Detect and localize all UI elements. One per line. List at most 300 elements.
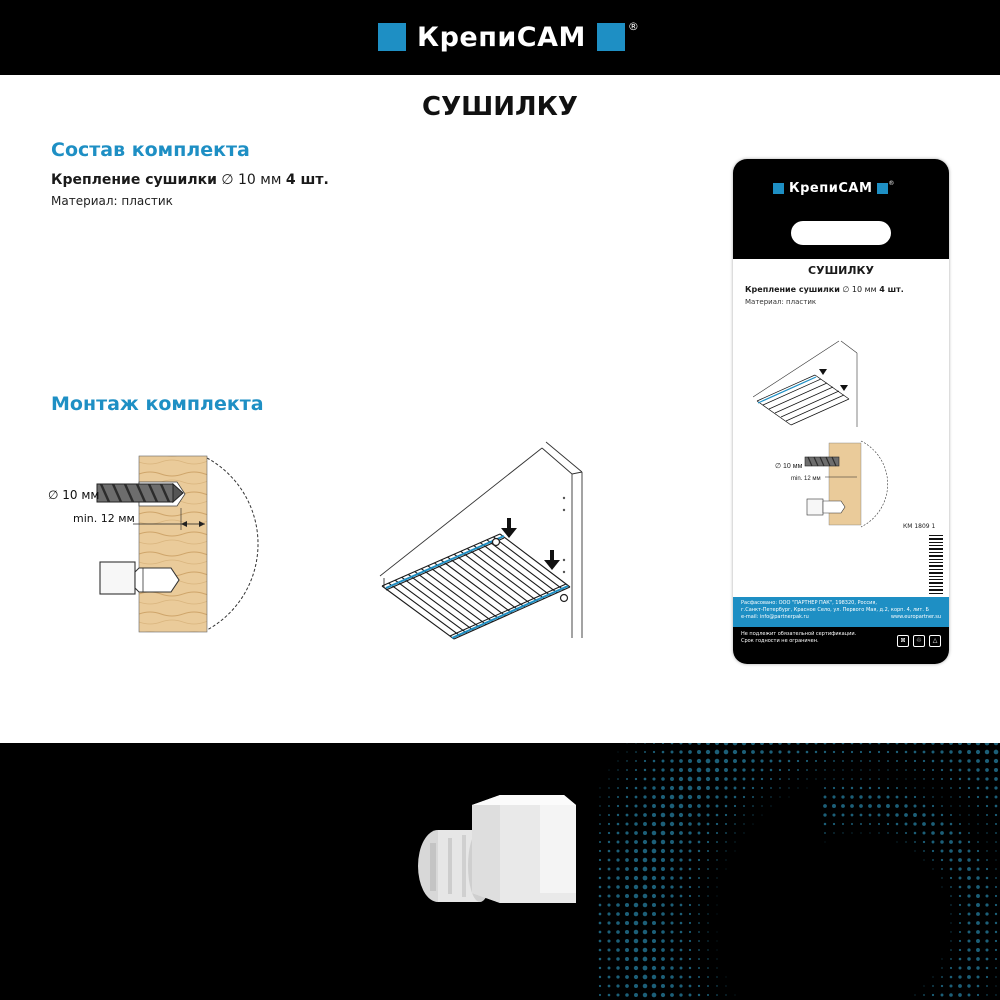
halftone-dot — [608, 985, 611, 988]
halftone-dot — [662, 760, 665, 763]
halftone-dot — [968, 850, 971, 853]
halftone-dot — [715, 750, 720, 755]
halftone-dot — [958, 849, 962, 853]
halftone-dot — [986, 823, 988, 825]
halftone-dot — [913, 813, 917, 817]
halftone-dot — [625, 993, 629, 997]
halftone-dot — [735, 995, 736, 996]
drilling-diagram — [95, 448, 260, 640]
halftone-dot — [994, 777, 998, 781]
halftone-dot — [688, 750, 692, 754]
halftone-dot — [616, 939, 620, 943]
halftone-dot — [842, 760, 844, 762]
halftone-dot — [815, 760, 817, 762]
halftone-dot — [932, 859, 934, 861]
halftone-dot — [698, 976, 700, 978]
halftone-dot — [959, 787, 961, 789]
halftone-dot — [634, 867, 638, 871]
halftone-dot — [715, 786, 719, 790]
halftone-dot — [860, 743, 863, 744]
package-symbols — [897, 635, 941, 647]
drill-diameter-label: ∅ 10 мм — [48, 488, 100, 502]
halftone-dot — [995, 922, 997, 924]
halftone-dot — [995, 823, 997, 825]
halftone-dot — [634, 984, 638, 988]
halftone-dot — [904, 813, 908, 817]
halftone-dot — [760, 750, 764, 754]
halftone-dot — [634, 831, 638, 835]
halftone-dot — [977, 805, 979, 807]
halftone-dot — [643, 993, 647, 997]
halftone-dot — [860, 823, 862, 825]
halftone-dot — [967, 759, 970, 762]
halftone-dot — [616, 975, 619, 978]
halftone-dot — [994, 743, 999, 745]
halftone-dot — [689, 949, 691, 951]
halftone-dot — [599, 949, 602, 952]
halftone-dot — [670, 804, 675, 809]
halftone-dot — [643, 813, 647, 817]
halftone-dot — [770, 769, 773, 772]
halftone-dot — [707, 931, 708, 932]
halftone-dot — [662, 743, 664, 744]
halftone-dot — [661, 876, 665, 880]
halftone-dot — [670, 795, 674, 799]
halftone-dot — [689, 886, 691, 888]
halftone-dot — [923, 850, 925, 852]
halftone-dot — [967, 743, 971, 745]
rack-bar — [467, 548, 538, 601]
halftone-dot — [923, 751, 926, 754]
halftone-dot — [761, 787, 763, 789]
halftone-dot — [707, 877, 709, 879]
halftone-dot — [824, 751, 826, 753]
halftone-dot — [717, 950, 718, 951]
halftone-dot — [715, 743, 719, 745]
logo-square-right — [877, 183, 888, 194]
halftone-dot — [679, 795, 684, 800]
halftone-dot — [608, 859, 611, 862]
halftone-dot — [617, 814, 619, 816]
halftone-dot — [770, 778, 772, 780]
halftone-dot — [679, 858, 682, 861]
registered-mark: ® — [627, 19, 639, 33]
halftone-dot — [599, 850, 601, 852]
halftone-dot — [923, 796, 925, 798]
halftone-dot — [706, 750, 710, 754]
hang-hole — [791, 221, 891, 245]
halftone-dot — [976, 939, 980, 943]
halftone-dot — [661, 804, 665, 808]
down-arrow-icon — [501, 518, 517, 538]
halftone-dot — [670, 867, 674, 871]
halftone-dot — [670, 777, 674, 781]
halftone-dot — [959, 931, 961, 933]
halftone-dot — [608, 778, 609, 779]
halftone-dot — [842, 823, 844, 825]
item-name: Крепление сушилки — [51, 172, 217, 188]
halftone-dot — [706, 777, 710, 781]
halftone-dot — [680, 886, 683, 889]
halftone-dot — [706, 759, 711, 764]
halftone-dot — [860, 787, 863, 790]
halftone-dot — [959, 940, 961, 942]
halftone-dot — [824, 796, 827, 799]
halftone-dot — [600, 788, 601, 789]
halftone-dot — [618, 752, 619, 753]
halftone-dot — [625, 939, 629, 943]
halftone-dot — [652, 858, 657, 863]
halftone-dot — [698, 904, 700, 906]
halftone-dot — [634, 921, 639, 926]
halftone-dot — [968, 922, 971, 925]
halftone-dot — [652, 849, 657, 854]
halftone-dot — [779, 787, 780, 788]
halftone-dot — [832, 795, 835, 798]
halftone-dot — [625, 867, 629, 871]
halftone-dot — [959, 814, 960, 815]
shelf-life-note: Срок годности не ограничен. — [741, 638, 819, 644]
halftone-dot — [924, 860, 925, 861]
halftone-dot — [932, 994, 934, 996]
halftone-dot — [661, 921, 665, 925]
halftone-dot — [607, 939, 610, 942]
halftone-dot — [635, 760, 637, 762]
halftone-dot — [995, 832, 997, 834]
halftone-dot — [833, 823, 835, 825]
halftone-dot — [734, 796, 737, 799]
halftone-dot — [940, 840, 944, 844]
halftone-dot — [679, 822, 683, 826]
halftone-dot — [778, 750, 781, 753]
halftone-dot — [634, 939, 639, 944]
halftone-dot — [616, 858, 619, 861]
halftone-dot — [788, 778, 790, 780]
halftone-dot — [688, 786, 693, 791]
halftone-dot — [616, 966, 619, 969]
halftone-dot — [716, 994, 718, 996]
halftone-dot — [977, 832, 978, 833]
halftone-dot — [635, 743, 636, 744]
halftone-dot — [869, 787, 871, 789]
halftone-dot — [652, 831, 657, 836]
halftone-dot — [625, 948, 629, 952]
halftone-dot — [742, 750, 746, 754]
cabinet-outline — [380, 442, 582, 638]
halftone-dot — [995, 814, 997, 816]
halftone-dot — [634, 840, 638, 844]
halftone-dot — [716, 832, 718, 834]
halftone-dot — [995, 940, 997, 942]
halftone-dot — [941, 859, 943, 861]
halftone-dot — [679, 777, 683, 781]
halftone-dot — [707, 859, 709, 861]
halftone-dot — [959, 922, 961, 924]
halftone-dot — [905, 832, 907, 834]
mount-point — [561, 595, 568, 602]
package-title: СУШИЛКУ — [808, 264, 874, 277]
halftone-dot — [967, 903, 970, 906]
halftone-dot — [851, 743, 854, 744]
halftone-dot — [949, 984, 952, 987]
halftone-dot — [958, 759, 961, 762]
halftone-dot — [842, 751, 844, 753]
halftone-dot — [932, 868, 933, 869]
kit-item — [51, 172, 329, 188]
halftone-dot — [661, 822, 666, 827]
halftone-dot — [977, 859, 980, 862]
halftone-dot — [806, 778, 807, 779]
halftone-dot — [977, 814, 979, 816]
halftone-dot — [607, 921, 610, 924]
halftone-dot — [625, 822, 628, 825]
product-photo-section — [0, 743, 1000, 1000]
halftone-dot — [670, 903, 673, 906]
halftone-dot — [661, 957, 665, 961]
halftone-dot — [977, 850, 979, 852]
halftone-dot — [608, 850, 611, 853]
halftone-dot — [949, 858, 952, 861]
halftone-dot — [752, 805, 754, 807]
halftone-dot — [842, 814, 845, 817]
mounting-heading: Монтаж комплекта — [51, 393, 264, 415]
halftone-dot — [922, 831, 925, 834]
halftone-dot — [625, 975, 629, 979]
halftone-dot — [688, 804, 692, 808]
halftone-dot — [986, 814, 988, 816]
halftone-dot — [688, 795, 692, 799]
logo-square-left — [773, 183, 784, 194]
halftone-dot — [679, 867, 682, 870]
halftone-dot — [706, 813, 709, 816]
halftone-dot — [770, 760, 773, 763]
halftone-dot — [643, 975, 648, 980]
halftone-dot — [950, 949, 952, 951]
halftone-dot — [832, 804, 836, 808]
halftone-dot — [994, 759, 998, 763]
halftone-dot — [599, 841, 601, 843]
halftone-dot — [985, 948, 988, 951]
halftone-dot — [761, 796, 763, 798]
halftone-dot — [958, 750, 962, 754]
halftone-dot — [742, 768, 745, 771]
halftone-dot — [923, 760, 925, 762]
halftone-dot — [643, 966, 648, 971]
halftone-dot — [625, 849, 629, 853]
halftone-dot — [941, 850, 944, 853]
halftone-dot — [779, 769, 781, 771]
halftone-dot — [959, 967, 962, 970]
halftone-dot — [869, 778, 871, 780]
halftone-dot — [851, 751, 853, 753]
halftone-dot — [661, 993, 665, 997]
halftone-dot — [707, 886, 708, 887]
halftone-dot — [599, 886, 602, 889]
halftone-dot — [896, 796, 899, 799]
halftone-dot — [625, 858, 629, 862]
halftone-dot — [869, 814, 872, 817]
halftone-dot — [670, 921, 673, 924]
halftone-dot — [941, 976, 943, 978]
halftone-dot — [635, 778, 637, 780]
halftone-dot — [751, 759, 754, 762]
halftone-dot — [968, 994, 971, 997]
halftone-dot — [688, 777, 693, 782]
halftone-dot — [725, 841, 726, 842]
halftone-dot — [824, 743, 827, 744]
halftone-dot — [616, 912, 620, 916]
rack-bar — [408, 574, 480, 627]
halftone-dot — [643, 894, 648, 899]
halftone-dot — [950, 958, 952, 960]
halftone-dot — [725, 832, 727, 834]
halftone-dot — [959, 949, 961, 951]
halftone-dot — [959, 805, 960, 806]
halftone-dot — [958, 867, 961, 870]
halftone-dot — [851, 832, 852, 833]
package-brand-logo — [773, 181, 894, 196]
rack-bar — [389, 583, 461, 636]
halftone-dot — [976, 885, 980, 889]
halftone-dot — [950, 940, 951, 941]
halftone-dot — [851, 787, 853, 789]
halftone-dot — [986, 805, 988, 807]
halftone-dot — [752, 787, 754, 789]
halftone-dot — [942, 959, 943, 960]
halftone-dot — [860, 778, 862, 780]
halftone-dot — [950, 976, 953, 979]
halftone-dot — [716, 850, 718, 852]
halftone-dot — [644, 743, 646, 744]
halftone-dot — [680, 743, 683, 745]
halftone-dot — [743, 787, 746, 790]
halftone-dot — [670, 768, 674, 772]
halftone-dot — [940, 743, 944, 745]
halftone-dot — [652, 948, 656, 952]
halftone-dot — [959, 769, 962, 772]
halftone-dot — [689, 958, 691, 960]
halftone-dot — [967, 939, 970, 942]
halftone-dot — [923, 787, 924, 788]
halftone-dot — [734, 805, 736, 807]
halftone-dot — [896, 778, 897, 779]
halftone-dot — [985, 912, 988, 915]
halftone-dot — [995, 994, 996, 995]
halftone-dot — [985, 768, 989, 772]
halftone-dot — [733, 768, 737, 772]
halftone-dot — [652, 957, 656, 961]
halftone-dot — [967, 867, 971, 871]
halftone-dot — [976, 930, 980, 934]
halftone-dot — [941, 814, 943, 816]
halftone-dot — [625, 894, 629, 898]
halftone-dot — [841, 804, 845, 808]
halftone-dot — [886, 804, 890, 808]
package-item — [745, 285, 904, 294]
halftone-dot — [599, 895, 602, 898]
halftone-dot — [798, 788, 799, 789]
halftone-dot — [734, 814, 736, 816]
halftone-dot — [833, 743, 836, 744]
halftone-dot — [644, 778, 647, 781]
halftone-dot — [725, 994, 726, 995]
halftone-dot — [643, 822, 647, 826]
halftone-dot — [635, 769, 637, 771]
halftone-dot — [679, 831, 683, 835]
halftone-dot — [599, 904, 602, 907]
halftone-dot — [995, 949, 997, 951]
halftone-dot — [950, 760, 953, 763]
halftone-dot — [986, 877, 989, 880]
halftone-dot — [959, 913, 961, 915]
halftone-dot — [850, 795, 853, 798]
halftone-dot — [643, 849, 647, 853]
halftone-dot — [599, 958, 602, 961]
halftone-dot — [986, 976, 988, 978]
package-drill-label: ∅ 10 мм — [775, 463, 803, 470]
halftone-dot — [698, 850, 700, 852]
halftone-dot — [725, 823, 727, 825]
halftone-dot — [670, 831, 674, 835]
halftone-dot — [941, 994, 944, 997]
halftone-dot — [653, 743, 655, 744]
halftone-dot — [697, 804, 701, 808]
halftone-dot — [608, 967, 611, 970]
halftone-dot — [995, 886, 997, 888]
halftone-dot — [905, 841, 906, 842]
rack-bar — [421, 569, 492, 622]
halftone-dot — [707, 958, 708, 959]
halftone-dot — [625, 921, 629, 925]
halftone-dot — [634, 849, 638, 853]
halftone-dot — [661, 912, 665, 916]
halftone-dot — [950, 796, 951, 797]
halftone-dot — [869, 769, 870, 770]
halftone-dot — [985, 903, 988, 906]
halftone-dot — [652, 822, 656, 826]
halftone-dot — [599, 913, 602, 916]
halftone-dot — [626, 787, 628, 789]
packer-line1: Расфасовано: ООО "ПАРТНЕР ПАК", 198320, Россия, — [741, 600, 877, 606]
halftone-dot — [707, 949, 708, 950]
halftone-dot — [698, 859, 700, 861]
halftone-dot — [652, 867, 656, 871]
halftone-dot — [608, 868, 611, 871]
halftone-dot — [833, 760, 835, 762]
package-material: Материал: пластик — [745, 298, 817, 306]
halftone-dot — [679, 804, 683, 808]
halftone-dot — [744, 833, 745, 834]
halftone-dot — [905, 796, 908, 799]
halftone-dot — [941, 778, 943, 780]
halftone-dot — [680, 940, 683, 943]
halftone-dot — [985, 777, 988, 780]
halftone-dot — [644, 751, 646, 753]
halftone-dot — [752, 796, 754, 798]
halftone-dot — [679, 750, 682, 753]
halftone-dot — [689, 904, 691, 906]
drill-bit — [97, 484, 183, 502]
halftone-dot — [671, 751, 674, 754]
halftone-dot — [859, 795, 862, 798]
halftone-dot — [670, 813, 675, 818]
halftone-dot — [717, 932, 718, 933]
halftone-dot — [715, 759, 720, 764]
halftone-dot — [634, 885, 638, 889]
halftone-dot — [688, 822, 692, 826]
halftone-dot — [661, 858, 665, 862]
halftone-dot — [760, 759, 763, 762]
